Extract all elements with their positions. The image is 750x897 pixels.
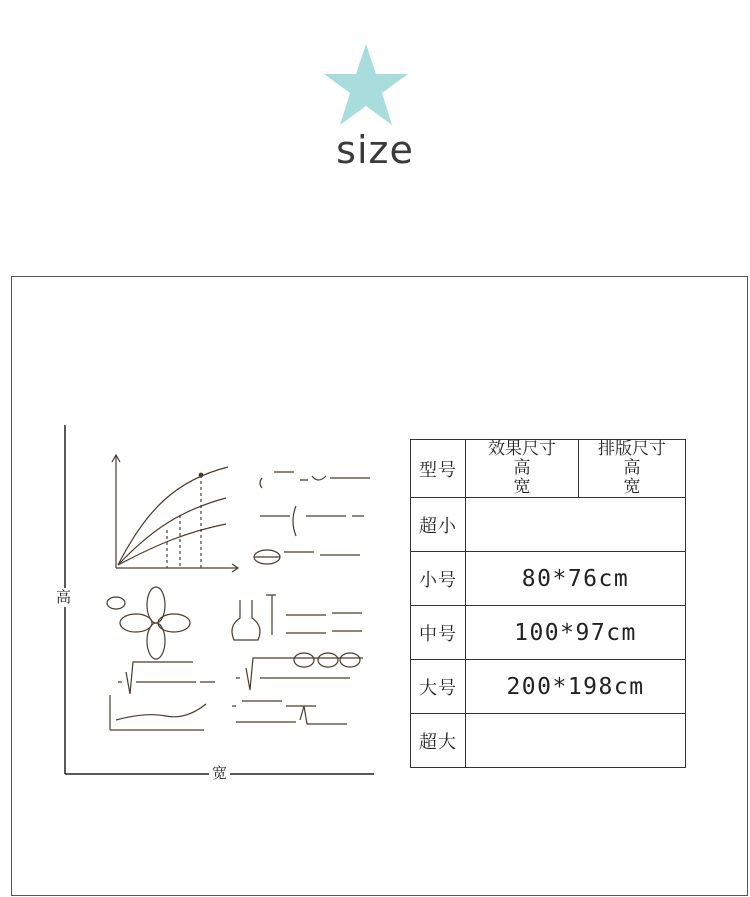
header-effect-size [466, 440, 579, 498]
table-row [411, 660, 686, 714]
size-table [410, 439, 686, 768]
header-effect-height: 高 [513, 458, 531, 478]
table-row [411, 714, 686, 768]
header-layout-size-label: 排版尺寸 [598, 439, 666, 459]
table-row [411, 606, 686, 660]
row-size [466, 714, 686, 768]
row-model: 超大 [411, 714, 466, 768]
header-layout-size [579, 440, 686, 498]
row-size: 80*76cm [466, 552, 686, 606]
header-layout-height: 高 [623, 458, 641, 478]
row-size: 200*198cm [466, 660, 686, 714]
header-effect-width: 宽 [513, 477, 531, 497]
header-layout-width: 宽 [623, 477, 641, 497]
table-row [411, 498, 686, 552]
row-size: 100*97cm [466, 606, 686, 660]
row-model: 大号 [411, 660, 466, 714]
header-effect-size-label: 效果尺寸 [488, 439, 556, 459]
height-axis-label: 高 [56, 588, 72, 606]
header-model: 型号 [411, 440, 466, 498]
table-header-row [411, 440, 686, 498]
star-icon [322, 42, 410, 128]
page-title: size [336, 128, 414, 172]
table-row [411, 552, 686, 606]
row-model: 中号 [411, 606, 466, 660]
width-axis-label: 宽 [209, 766, 230, 781]
row-model: 超小 [411, 498, 466, 552]
formula-illustration [56, 420, 386, 790]
row-size [466, 498, 686, 552]
row-model: 小号 [411, 552, 466, 606]
